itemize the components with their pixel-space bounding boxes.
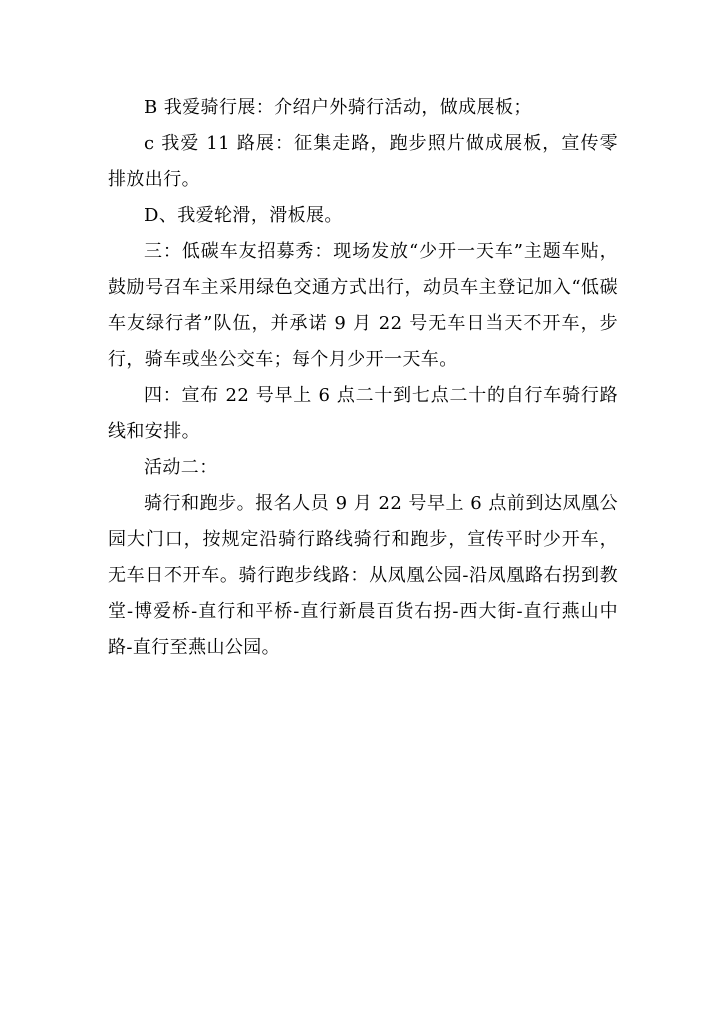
paragraph-exhibit-b: B 我爱骑行展：介绍户外骑行活动，做成展板； <box>144 97 532 118</box>
paragraph-exhibit-d: D、我爱轮滑，滑板展。 <box>144 205 343 226</box>
document-body <box>108 90 618 666</box>
paragraph-exhibit-c: c 我爱 11 路展：征集走路，跑步照片做成展板，宣传零排放出行。 <box>108 133 618 190</box>
paragraph-activity-two-details: 骑行和跑步。报名人员 9 月 22 号早上 6 点前到达凤凰公园大门口，按规定沿骑行路线骑行和跑步，宣传平时少开车，无车日不开车。骑行跑步线路：从凤凰公园-沿凤凰路右拐到教堂-博爱桥-直行和平桥-直行新晨百货右拐-西大街-直行燕山中路-直行至燕山公园。 <box>108 493 618 658</box>
heading-activity-two: 活动二： <box>144 457 218 478</box>
paragraph-section-three: 三：低碳车友招募秀：现场发放“少开一天车”主题车贴，鼓励号召车主采用绿色交通方式出行，动员车主登记加入“低碳车友绿行者”队伍，并承诺 9 月 22 号无车日当天不开车，步行，骑车或坐公交车；每个月少开一天车。 <box>108 241 618 370</box>
paragraph-section-four: 四：宣布 22 号早上 6 点二十到七点二十的自行车骑行路线和安排。 <box>108 385 618 442</box>
